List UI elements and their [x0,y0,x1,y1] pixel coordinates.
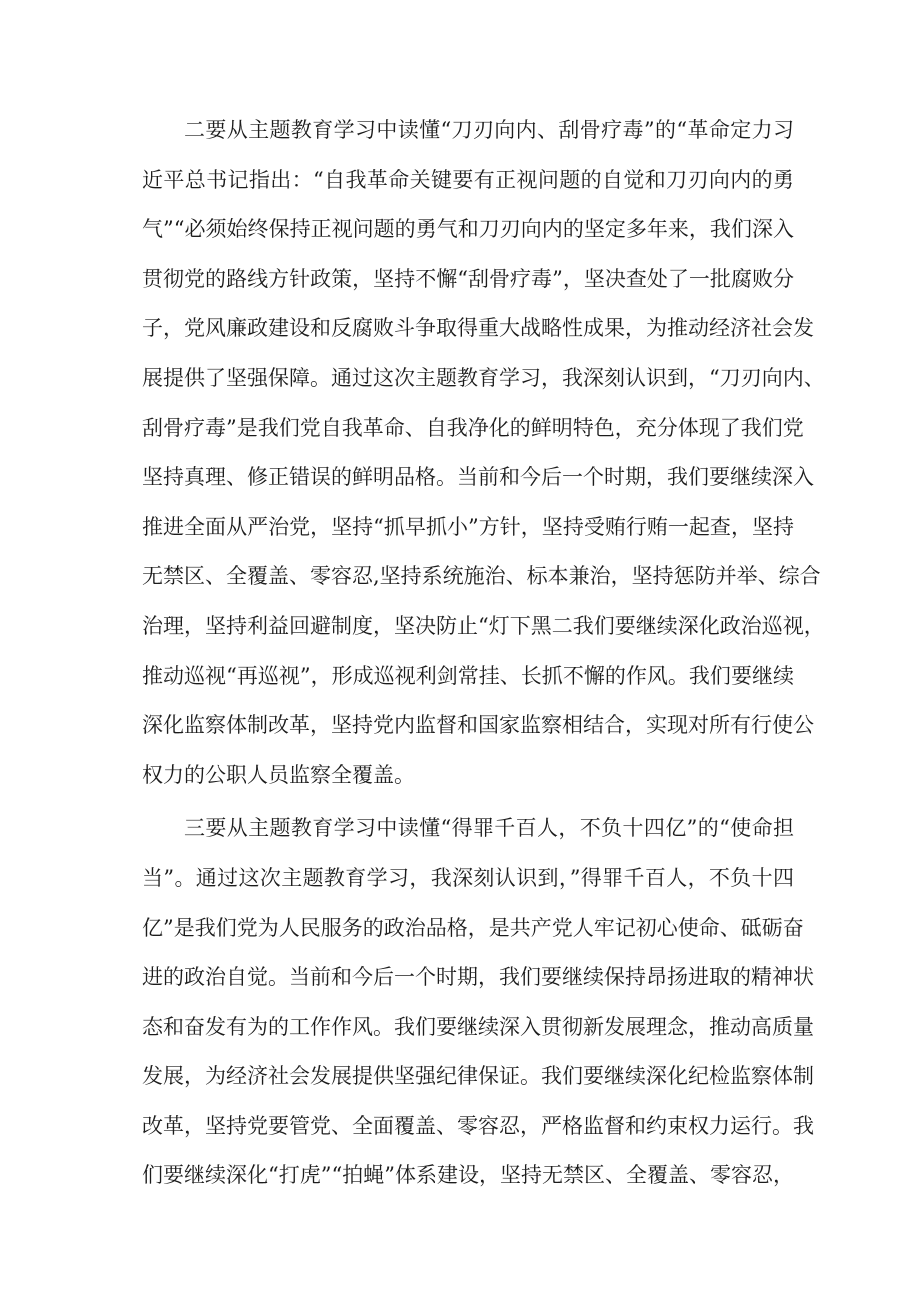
paragraph-2-line: 推动巡视“再巡视”，形成巡视利剑常挂、长抓不懈的作风。我们要继续 [142,663,794,688]
paragraph-2-line: 深化监察体制改革，坚持党内监督和国家监察相结合，实现对所有行使公 [142,713,814,738]
paragraph-3-line: 亿”是我们党为人民服务的政治品格，是共产党人牢记初心使命、砥砺奋 [142,915,804,940]
paragraph-3-line: 发展，为经济社会发展提供坚强纪律保证。我们要继续深化纪检监察体制 [142,1064,814,1089]
paragraph-2-line: 展提供了坚强保障。通过这次主题教育学习，我深刻认识到，“刀刃向内、 [142,365,825,390]
document-body [0,106,920,1201]
paragraph-3-line: 改革，坚持党要管党、全面覆盖、零容忍，严格监督和约束权力运行。我 [142,1113,814,1138]
paragraph-2-line: 子，党风廉政建设和反腐败斗争取得重大战略性成果，为推动经济社会发 [142,316,814,341]
paragraph-2-line: 近平总书记指出：“自我革命关键要有正视问题的自觉和刀刃向内的勇 [142,167,794,192]
paragraph-2-line: 推进全面从严治党，坚持“抓早抓小”方针，坚持受贿行贿一起查，坚持 [142,514,794,539]
paragraph-3-line: 当”。通过这次主题教育学习，我深刻认识到，”得罪千百人，不负十四 [142,865,794,890]
paragraph-3-line: 态和奋发有为的工作作风。我们要继续深入贯彻新发展理念，推动高质量 [142,1014,814,1039]
paragraph-3-line: 进的政治自觉。当前和今后一个时期，我们要继续保持昂扬进取的精神状 [142,965,814,990]
paragraph-2-line: 贯彻党的路线方针政策，坚持不懈“刮骨疗毒”，坚决查处了一批腐败分 [142,266,794,291]
paragraph-2-line: 治理，坚持利益回避制度，坚决防止“灯下黑二我们要继续深化政治巡视， [142,613,825,638]
paragraph-2-line: 刮骨疗毒”是我们党自我革命、自我净化的鲜明特色，充分体现了我们党 [142,415,804,440]
paragraph-2-line: 权力的公职人员监察全覆盖。 [142,762,415,787]
paragraph-3-line: 三要从主题教育学习中读懂“得罪千百人，不负十四亿”的“使命担 [184,816,794,841]
paragraph-2-line: 气”“必须始终保持正视问题的勇气和刀刃向内的坚定多年来，我们深入 [142,217,794,242]
paragraph-2-line: 坚持真理、修正错误的鲜明品格。当前和今后一个时期，我们要继续深入 [142,465,814,490]
paragraph-3-line: 们要继续深化“打虎”“拍蝇”体系建设，坚持无禁区、全覆盖、零容忍， [142,1163,794,1188]
paragraph-2-line: 二要从主题教育学习中读懂“刀刃向内、刮骨疗毒”的“革命定力习 [184,118,794,142]
paragraph-2-line: 无禁区、全覆盖、零容忍,坚持系统施治、标本兼治，坚持惩防并举、综合 [142,564,821,589]
